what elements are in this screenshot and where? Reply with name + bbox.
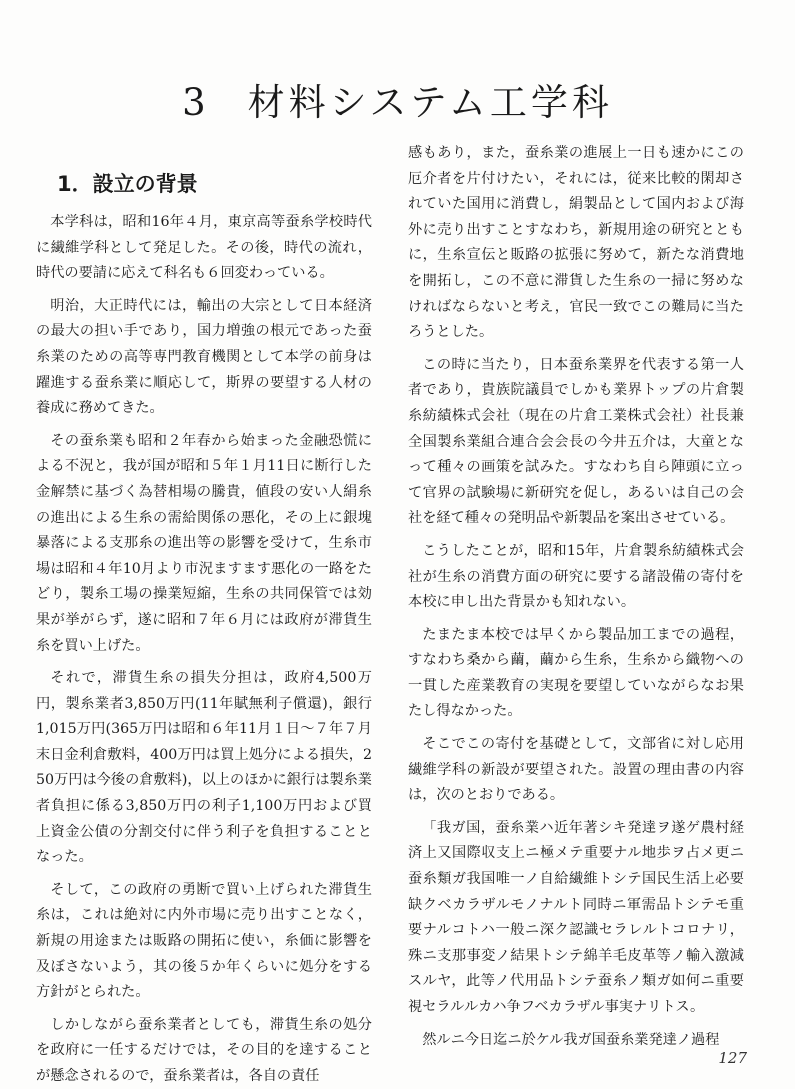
paragraph: 明治，大正時代には，輸出の大宗として日本経済の最大の担い手であり，国力増強の根元であった蚕糸業のための高等専門教育機関として本学の前身は躍進する蚕糸業に順応して，斯界の要望する人材の養成に務めてきた。 [36, 297, 372, 417]
paragraph: この時に当たり，日本蚕糸業界を代表する第一人者であり，貴族院議員でしかも業界トップの片倉製糸紡績株式会社（現在の片倉工業株式会社）社長兼全国製糸業組合連合会会長の今井五介は，大童となって種々の画策を試みた。すなわち自ら陣頭に立って官界の試験場に新研究を促し，あるいは自己の会社を経て種々の発明品や新製品を案出させている。 [408, 356, 744, 527]
paragraph: たまたま本校では早くから製品加工までの過程，すなわち桑から繭，繭から生糸，生糸から織物への一貫した産業教育の実現を要望していながらなお果たし得なかった。 [408, 626, 744, 720]
left-column [36, 210, 372, 1089]
paragraph: そこでこの寄付を基礎として，文部省に対し応用繊維学科の新設が要望された。設置の理由書の内容は，次のとおりである。 [408, 736, 744, 804]
paragraph: しかしながら蚕糸業者としても，滞貨生糸の処分を政府に一任するだけでは，その目的を達することが懸念されるので，蚕糸業者は，各自の責任 [36, 1016, 372, 1084]
paragraph: 然ルニ今日迄ニ於ケル我ガ国蚕糸業発達ノ過程 [422, 1031, 720, 1048]
chapter-name: 材料システム工学科 [247, 81, 613, 124]
right-column [408, 141, 744, 1053]
paragraph: 本学科は，昭和16年４月，東京高等蚕糸学校時代に繊維学科として発足した。その後，時代の流れ，時代の要請に応えて科名も６回変わっている。 [36, 214, 372, 282]
chapter-title [0, 72, 795, 126]
paragraph: その蚕糸業も昭和２年春から始まった金融恐慌による不況と，我が国が昭和５年１月11日に断行した金解禁に基づく為替相場の騰貴，値段の安い人絹糸の進出による生糸の需給関係の悪化，その上に銀塊暴落による支那糸の進出等の影響を受けて，生糸市場は昭和４年10月より市況ますます悪化の一路をたどり，製糸工場の操業短縮，生糸の共同保管では効果が挙がらず，遂に昭和７年６月には政府が滞貨生糸を買い上げた。 [36, 432, 372, 654]
quoted-paragraph: 「我ガ国，蚕糸業ハ近年著シキ発達ヲ遂ゲ農村経済上又国際収支上ニ極メテ重要ナル地歩ヲ占メ更ニ蚕糸類ガ我国唯一ノ自給繊維トシテ国民生活上必要缺クベカラザルモノナルト同時ニ軍需品トシテモ重要ナルコトハ一般ニ深ク認識セラレルトコロナリ，殊ニ支那事変ノ結果トシテ綿羊毛皮革等ノ輸入激減スルヤ，此等ノ代用品トシテ蚕糸ノ類ガ如何ニ重要視セラルルカハ争フベカラザル事実ナリトス。 [408, 819, 744, 1015]
paragraph: こうしたことが，昭和15年，片倉製糸紡績株式会社が生糸の消費方面の研究に要する諸設備の寄付を本校に申し出た背景かも知れない。 [408, 542, 744, 611]
section-heading: 1．設立の背景 [57, 172, 198, 196]
page-number: 127 [718, 1049, 747, 1067]
paragraph: そして，この政府の勇断で買い上げられた滞貨生糸は，これは絶対に内外市場に売り出すことなく，新規の用途または販路の開拓に使い，糸価に影響を及ぼさないよう，其の後５か年くらいに処分をする方針がとられた。 [36, 881, 372, 1001]
chapter-number: 3 [182, 81, 210, 124]
paragraph: 感もあり，また，蚕糸業の進展上一日も速かにこの厄介者を片付けたい，それには，従来比較的閑却されていた国用に消費し，絹製品として国内および海外に売り出すことすなわち，新規用途の研究とともに，生糸宣伝と販路の拡張に努めて，新たな消費地を開拓し，この不意に滞貨した生糸の一掃に努めなければならないと考え，官民一致でこの難局に当たろうとした。 [408, 145, 744, 341]
paragraph: それで，滞貨生糸の損失分担は，政府4,500万円，製糸業者3,850万円(11年賦無利子償還)，銀行1,015万円(365万円は昭和６年11月１日～７年７月末日金利倉敷料，400万円は買上処分による損失，250万円は今後の倉敷料)，以上のほかに銀行は製糸業者負担に係る3,850万円の利子1,100万円および買上資金公債の分割交付に伴う利子を負担することとなった。 [36, 670, 372, 866]
